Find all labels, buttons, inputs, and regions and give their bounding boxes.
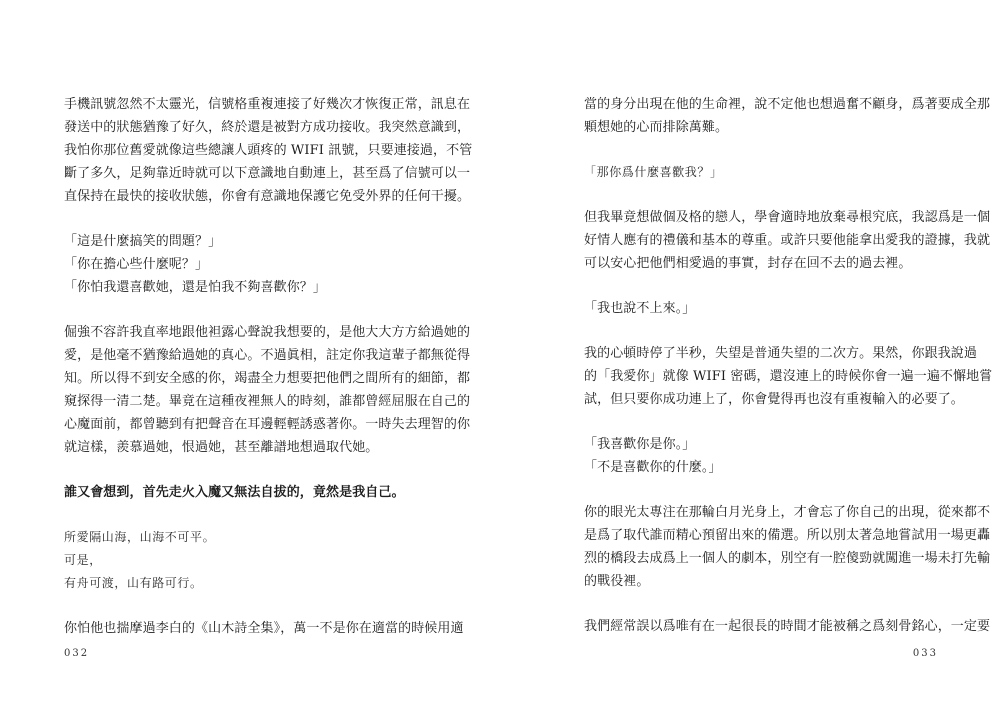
text-line: 我的心頓時停了半秒，失望是普通失望的二次方。果然，你跟我說過: [584, 346, 978, 361]
paragraph-gap: [584, 275, 942, 297]
paragraph: [584, 342, 993, 411]
text-line: 是爲了取代誰而精心預留出來的備選。所以別太著急地嘗試用一場更轟: [584, 528, 991, 543]
text-line: 「你在擔心些什麼呢？」: [64, 257, 209, 272]
text-line: 我怕你那位舊愛就像這些總讓人頭疼的 WIFI 訊號，只要連接過，不管: [64, 143, 473, 158]
text-line: 愛，是他毫不猶豫給過她的真心。不過眞相，註定你我這輩子都無從得: [64, 348, 471, 363]
text-line: 可以安心把他們相愛過的事實，封存在回不去的過去裡。: [584, 256, 912, 271]
paragraph: [64, 617, 464, 640]
text-line: 顆想她的心而排除萬難。: [584, 120, 729, 135]
paragraph: [584, 297, 942, 320]
text-line: 「你怕我還喜歡她，還是怕我不夠喜歡你？」: [64, 280, 327, 295]
left-page-number: 032: [64, 648, 90, 659]
paragraph-gap: [64, 208, 422, 230]
text-line: 我們經常誤以爲唯有在一起很長的時間才能被稱之爲刻骨銘心，一定要: [584, 619, 991, 634]
text-line: 知。所以得不到安全感的你，竭盡全力想要把他們之間所有的細節，都: [64, 371, 471, 386]
right-page-number: 033: [912, 648, 938, 659]
text-line: 你的眼光太專注在那輪白月光身上，才會忘了你自己的出現，從來都不: [584, 505, 991, 520]
text-line: 當的身分出現在他的生命裡，說不定他也想過奮不顧身，爲著要成全那: [584, 97, 991, 112]
paragraph-gap: [584, 184, 942, 206]
paragraph-gap: [584, 479, 942, 501]
text-line: 「我喜歡你是你。」: [584, 437, 696, 452]
text-line: 的「我愛你」就像 WIFI 密碼，還沒連上的時候你會一遍一遍不懈地嘗: [584, 369, 993, 384]
right-page-text: [584, 93, 993, 638]
right-page: [500, 0, 1000, 703]
text-line: 倔強不容許我直率地跟他袒露心聲說我想要的，是他大大方方給過她的: [64, 325, 471, 340]
text-line: 所愛隔山海，山海不可平。: [64, 530, 216, 544]
paragraph: [584, 501, 991, 593]
text-line: 有舟可渡，山有路可行。: [64, 576, 203, 590]
paragraph-gap: [64, 299, 422, 321]
text-line: 就這樣，羨慕過她，恨過她，甚至離譜地想過取代她。: [64, 440, 379, 455]
text-line: 手機訊號忽然不太靈光，信號格重複連接了好幾次才恢復正常，訊息在: [64, 97, 471, 112]
left-page-text: [64, 93, 473, 640]
paragraph: [584, 615, 991, 638]
text-line: 烈的橋段去成爲上一個人的劇本，別空有一腔傻勁就闖進一場未打先輸: [584, 551, 991, 566]
text-line: 「這是什麼搞笑的問題？」: [64, 234, 222, 249]
text-line: 斷了多久，足夠靠近時就可以下意識地自動連上，甚至爲了信號可以一: [64, 166, 471, 181]
paragraph-gap: [64, 595, 422, 617]
poem-block: [584, 161, 942, 184]
text-line: 直保持在最快的接收狀態，你會有意識地保護它免受外界的任何干擾。: [64, 189, 471, 204]
paragraph: [64, 321, 471, 459]
text-line: 好情人應有的禮儀和基本的尊重。或許只要他能拿出愛我的證據，我就: [584, 233, 991, 248]
paragraph-gap: [584, 139, 942, 161]
text-line: 「不是喜歡你的什麼。」: [584, 460, 722, 475]
emphasis-paragraph: [64, 481, 422, 504]
text-line: 「那你爲什麼喜歡我？」: [584, 165, 723, 179]
paragraph: [64, 93, 473, 208]
paragraph-gap: [64, 459, 422, 481]
poem-block: [64, 526, 422, 595]
text-line: 試，但只要你成功連上了，你會覺得再也沒有重複輸入的必要了。: [584, 392, 964, 407]
text-line: 你怕他也揣摩過李白的《山木詩全集》，萬一不是你在適當的時候用適: [64, 621, 464, 636]
paragraph: [584, 93, 991, 139]
text-line: 誰又會想到，首先走火入魔又無法自拔的，竟然是我自己。: [64, 485, 405, 500]
paragraph: [584, 206, 991, 275]
text-line: 「我也說不上來。」: [584, 301, 696, 316]
text-line: 窺探得一清二楚。畢竟在這種夜裡無人的時刻，誰都曾經屈服在自己的: [64, 394, 471, 409]
paragraph-gap: [64, 504, 422, 526]
paragraph-gap: [584, 320, 942, 342]
text-line: 發送中的狀態猶豫了好久，終於還是被對方成功接收。我突然意識到，: [64, 120, 471, 135]
text-line: 但我畢竟想做個及格的戀人，學會適時地放棄尋根究底，我認爲是一個: [584, 210, 991, 225]
text-line: 的戰役裡。: [584, 574, 650, 589]
text-line: 心魔面前，都曾聽到有把聲音在耳邊輕輕誘惑著你。一時失去理智的你: [64, 417, 471, 432]
paragraph-gap: [584, 593, 942, 615]
paragraph: [64, 230, 422, 299]
text-line: 可是，: [64, 553, 102, 567]
paragraph: [584, 433, 942, 479]
paragraph-gap: [584, 411, 942, 433]
